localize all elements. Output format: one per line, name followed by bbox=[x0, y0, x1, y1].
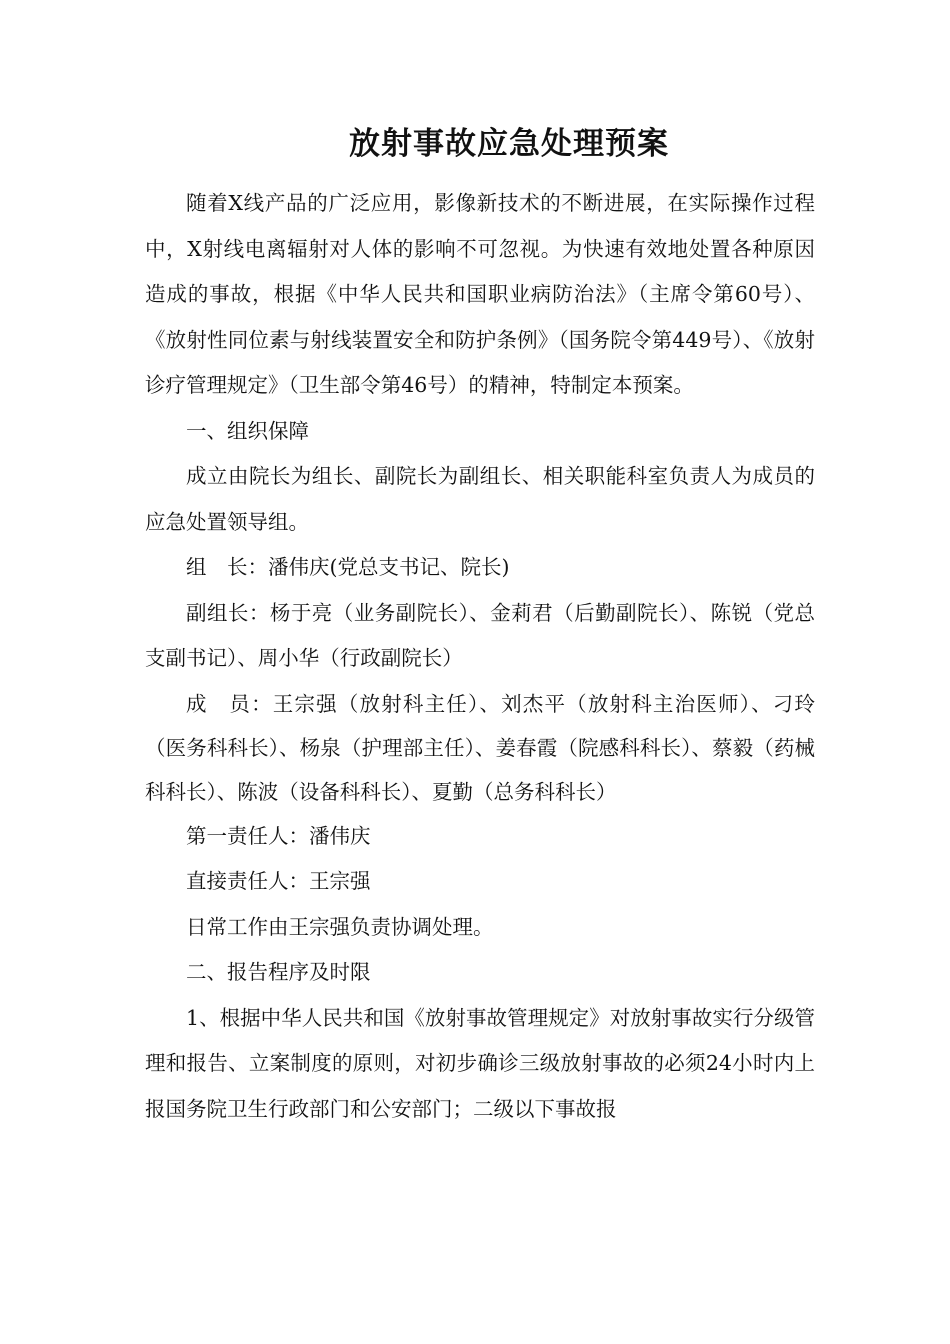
document-body bbox=[145, 181, 815, 1132]
direct-responsible-line: 直接责任人：王宗强 bbox=[186, 869, 371, 893]
organization-paragraph: 成立由院长为组长、副院长为副组长、相关职能科室负责人为成员的应急处置领导组。 bbox=[145, 464, 815, 534]
daily-work-line: 日常工作由王宗强负责协调处理。 bbox=[186, 914, 494, 939]
intro-paragraph: 随着X线产品的广泛应用，影像新技术的不断进展，在实际操作过程中，X射线电离辐射对人体的影响不可忽视。为快速有效地处置各种原因造成的事故，根据《中华人民共和国职业病防治法》（主席令第60号）、《放射性同位素与射线装置安全和防护条例》（国务院令第449号）、《放射诊疗管理规定》（卫生部令第46号）的精神，特制定本预案。 bbox=[145, 191, 815, 397]
first-responsible-line: 第一责任人：潘伟庆 bbox=[186, 823, 371, 848]
group-leader-line: 组 长：潘伟庆(党总支书记、院长) bbox=[186, 555, 510, 579]
section-heading-organization: 一、组织保障 bbox=[186, 418, 309, 443]
section-heading-reporting: 二、报告程序及时限 bbox=[186, 960, 371, 984]
reporting-paragraph: 1、根据中华人民共和国《放射事故管理规定》对放射事故实行分级管理和报告、立案制度的原则，对初步确诊三级放射事故的必须24小时内上报国务院卫生行政部门和公安部门；二级以下事故报 bbox=[145, 1005, 815, 1121]
document-title: 放射事故应急处理预案 bbox=[349, 126, 669, 162]
deputy-leader-paragraph: 副组长：杨于亮（业务副院长）、金莉君（后勤副院长）、陈锐（党总支副书记）、周小华（行政副院长） bbox=[145, 600, 815, 670]
members-paragraph: 成 员：王宗强（放射科主任）、刘杰平（放射科主治医师）、刁玲（医务科科长）、杨泉（护理部主任）、姜春霞（院感科科长）、蔡毅（药械科科长）、陈波（设备科科长）、夏勤（总务科科长） bbox=[145, 691, 815, 804]
